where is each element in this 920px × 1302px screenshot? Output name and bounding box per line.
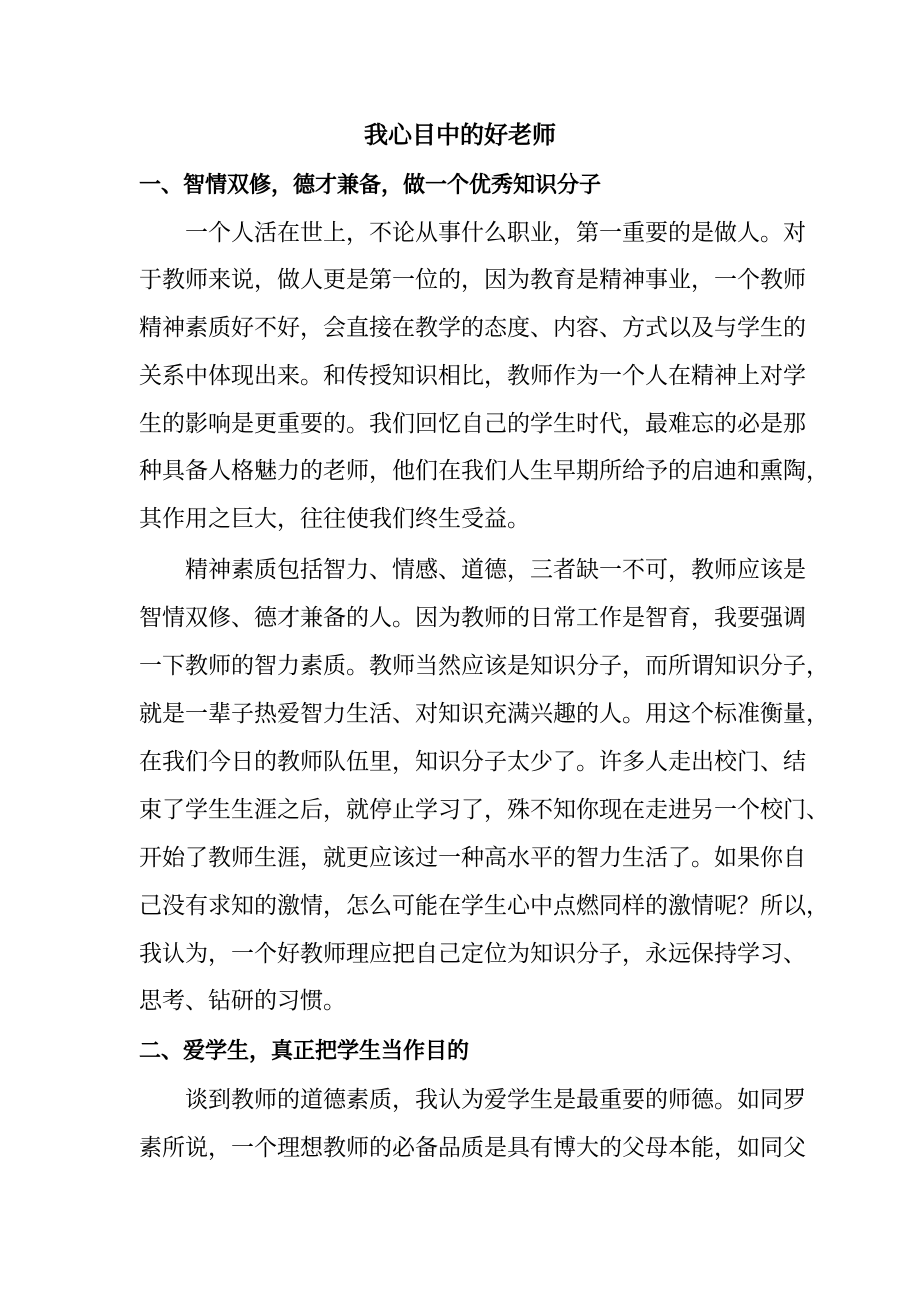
paragraph-line: 一下教师的智力素质。教师当然应该是知识分子，而所谓知识分子， [139,653,829,679]
paragraph-line: 我认为，一个好教师理应把自己定位为知识分子，永远保持学习、 [139,941,806,967]
paragraph-line: 就是一辈子热爱智力生活、对知识充满兴趣的人。用这个标准衡量， [139,701,829,727]
paragraph-line: 一个人活在世上，不论从事什么职业，第一重要的是做人。对 [185,220,806,246]
paragraph-line: 其作用之巨大，往往使我们终生受益。 [139,506,530,532]
paragraph-line: 于教师来说，做人更是第一位的，因为教育是精神事业，一个教师 [139,267,806,293]
paragraph-line: 精神素质包括智力、情感、道德，三者缺一不可，教师应该是 [185,557,806,583]
paragraph-line: 关系中体现出来。和传授知识相比，教师作为一个人在精神上对学 [139,363,806,389]
paragraph-line: 素所说，一个理想教师的必备品质是具有博大的父母本能，如同父 [139,1135,806,1161]
paragraph-line: 束了学生生涯之后，就停止学习了，殊不知你现在走进另一个校门、 [139,797,829,823]
document-title: 我心目中的好老师 [364,120,556,149]
paragraph-line: 种具备人格魅力的老师，他们在我们人生早期所给予的启迪和熏陶， [139,458,829,484]
paragraph-line: 开始了教师生涯，就更应该过一种高水平的智力生活了。如果你自 [139,845,806,871]
paragraph-line: 思考、钻研的习惯。 [139,988,346,1014]
paragraph-line: 精神素质好不好，会直接在教学的态度、内容、方式以及与学生的 [139,315,806,341]
paragraph-line: 谈到教师的道德素质，我认为爱学生是最重要的师德。如同罗 [185,1087,806,1113]
section-heading-2: 二、爱学生，真正把学生当作目的 [139,1038,470,1064]
paragraph-line: 生的影响是更重要的。我们回忆自己的学生时代，最难忘的必是那 [139,411,806,437]
paragraph-line: 在我们今日的教师队伍里，知识分子太少了。许多人走出校门、结 [139,749,806,775]
paragraph-line: 己没有求知的激情，怎么可能在学生心中点燃同样的激情呢？所以， [139,893,829,919]
paragraph-line: 智情双修、德才兼备的人。因为教师的日常工作是智育，我要强调 [139,605,806,631]
section-heading-1: 一、智情双修，德才兼备，做一个优秀知识分子 [139,172,602,198]
